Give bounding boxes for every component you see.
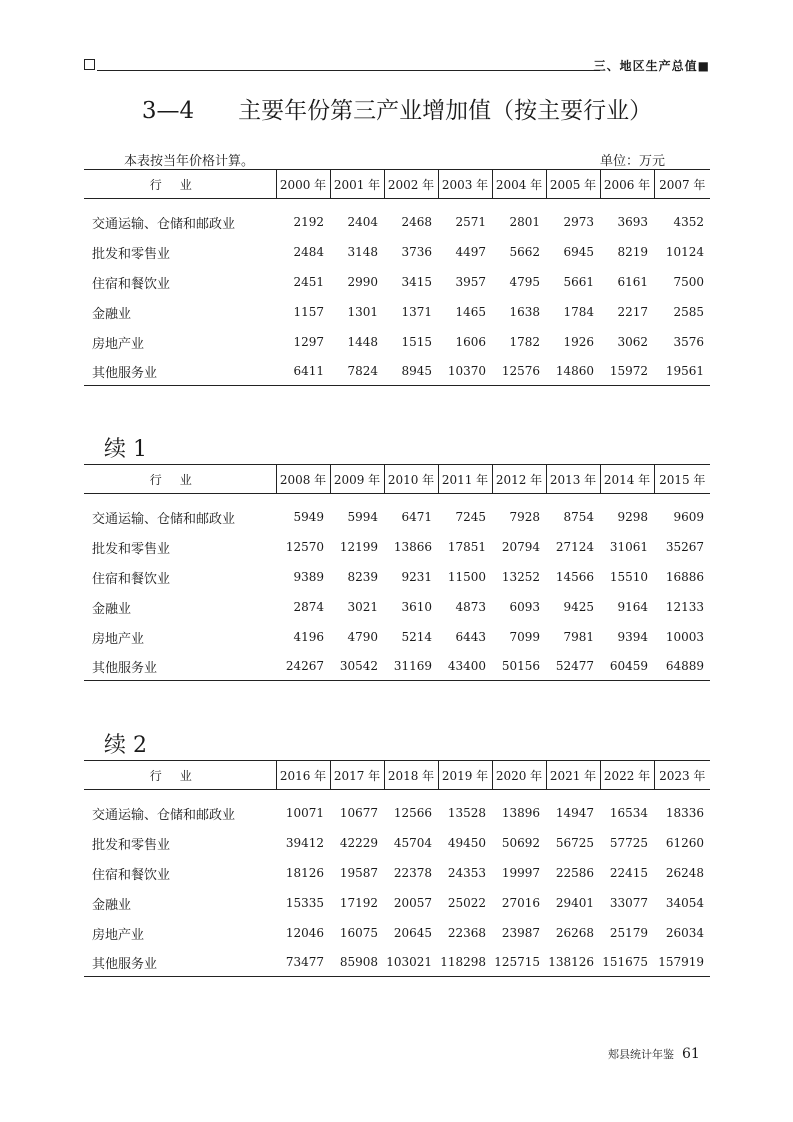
industry-name-cell: 其他服务业: [84, 357, 276, 386]
value-cell: 6161: [617, 275, 648, 289]
value-cell: 61260: [665, 836, 704, 850]
table-row: [84, 532, 710, 562]
value-cell: 19997: [501, 866, 540, 880]
value-cell: 50156: [492, 652, 546, 681]
column-header-industry: 行业: [84, 170, 276, 199]
value-cell: 35267: [665, 540, 704, 554]
data-table-1: [84, 169, 710, 386]
running-header: [84, 56, 710, 74]
value-cell: 13896: [501, 806, 540, 820]
value-cell: 19561: [654, 357, 710, 386]
industry-name-cell: 金融业: [92, 601, 132, 617]
value-cell: 9609: [673, 510, 704, 524]
data-table-2: [84, 464, 710, 681]
column-header-year: 2007 年: [654, 170, 710, 199]
value-cell: 27124: [555, 540, 594, 554]
value-cell: 2990: [347, 275, 378, 289]
continuation-label-1: 续 1: [104, 437, 147, 462]
value-cell: 60459: [600, 652, 654, 681]
value-cell: 17851: [447, 540, 486, 554]
value-cell: 1371: [401, 305, 432, 319]
column-header-year: 2010 年: [384, 465, 438, 494]
value-cell: 17192: [339, 896, 378, 910]
value-cell: 5661: [563, 275, 594, 289]
table-row: [84, 790, 710, 829]
industry-name-cell: 其他服务业: [84, 948, 276, 977]
page-number: 61: [682, 1046, 700, 1062]
value-cell: 2484: [293, 245, 324, 259]
value-cell: 7981: [563, 630, 594, 644]
industry-name-cell: 房地产业: [92, 336, 145, 352]
value-cell: 43400: [438, 652, 492, 681]
header-row: [84, 465, 710, 494]
table-row: [84, 297, 710, 327]
value-cell: 4352: [673, 215, 704, 229]
value-cell: 8239: [347, 570, 378, 584]
value-cell: 49450: [447, 836, 486, 850]
value-cell: 9164: [617, 600, 648, 614]
column-header-year: 2003 年: [438, 170, 492, 199]
industry-name-cell: 交通运输、仓储和邮政业: [92, 511, 236, 527]
value-cell: 2801: [509, 215, 540, 229]
page-footer: [608, 1046, 700, 1062]
value-cell: 33077: [609, 896, 648, 910]
unit-label: 单位：万元: [600, 154, 666, 169]
value-cell: 4497: [455, 245, 486, 259]
value-cell: 13866: [393, 540, 432, 554]
table-number: 3—4: [141, 98, 195, 124]
value-cell: 14947: [555, 806, 594, 820]
value-cell: 12199: [339, 540, 378, 554]
value-cell: 22586: [555, 866, 594, 880]
value-cell: 16886: [665, 570, 704, 584]
value-cell: 15335: [285, 896, 324, 910]
value-cell: 14860: [546, 357, 600, 386]
table-row: [84, 267, 710, 297]
value-cell: 20645: [393, 926, 432, 940]
value-cell: 52477: [546, 652, 600, 681]
price-note: 本表按当年价格计算。: [124, 154, 255, 169]
value-cell: 25179: [609, 926, 648, 940]
table-row: [84, 199, 710, 238]
value-cell: 2973: [563, 215, 594, 229]
column-header-year: 2023 年: [654, 761, 710, 790]
value-cell: 3957: [455, 275, 486, 289]
column-header-year: 2006 年: [600, 170, 654, 199]
value-cell: 1301: [347, 305, 378, 319]
table-row: [84, 327, 710, 357]
column-header-year: 2002 年: [384, 170, 438, 199]
value-cell: 50692: [501, 836, 540, 850]
column-header-year: 2020 年: [492, 761, 546, 790]
value-cell: 4873: [455, 600, 486, 614]
column-header-year: 2016 年: [276, 761, 330, 790]
value-cell: 1297: [293, 335, 324, 349]
value-cell: 34054: [665, 896, 704, 910]
header-row: [84, 761, 710, 790]
industry-name-cell: 金融业: [92, 897, 132, 913]
value-cell: 3736: [401, 245, 432, 259]
table-row: [84, 357, 710, 386]
value-cell: 10003: [665, 630, 704, 644]
footer-book-title: 郏县统计年鉴: [608, 1048, 674, 1061]
industry-name-cell: 批发和零售业: [92, 837, 171, 853]
value-cell: 12570: [285, 540, 324, 554]
value-cell: 16534: [609, 806, 648, 820]
value-cell: 13528: [447, 806, 486, 820]
column-header-year: 2022 年: [600, 761, 654, 790]
value-cell: 64889: [654, 652, 710, 681]
value-cell: 9298: [617, 510, 648, 524]
column-header-year: 2018 年: [384, 761, 438, 790]
value-cell: 2585: [673, 305, 704, 319]
table-row: [84, 888, 710, 918]
industry-name-cell: 住宿和餐饮业: [92, 276, 171, 292]
value-cell: 22378: [393, 866, 432, 880]
value-cell: 42229: [339, 836, 378, 850]
value-cell: 16075: [339, 926, 378, 940]
column-header-year: 2014 年: [600, 465, 654, 494]
column-header-year: 2004 年: [492, 170, 546, 199]
value-cell: 9389: [293, 570, 324, 584]
value-cell: 31061: [609, 540, 648, 554]
value-cell: 6471: [401, 510, 432, 524]
value-cell: 118298: [438, 948, 492, 977]
header-section-label: 三、地区生产总值■: [593, 59, 710, 73]
value-cell: 12133: [665, 600, 704, 614]
value-cell: 29401: [555, 896, 594, 910]
value-cell: 13252: [501, 570, 540, 584]
value-cell: 9425: [563, 600, 594, 614]
value-cell: 18126: [285, 866, 324, 880]
value-cell: 10370: [438, 357, 492, 386]
table-row: [84, 918, 710, 948]
value-cell: 2874: [293, 600, 324, 614]
value-cell: 3610: [401, 600, 432, 614]
column-header-year: 2011 年: [438, 465, 492, 494]
column-header-industry: 行业: [84, 761, 276, 790]
value-cell: 39412: [285, 836, 324, 850]
value-cell: 1448: [347, 335, 378, 349]
industry-name-cell: 房地产业: [92, 927, 145, 943]
value-cell: 10677: [339, 806, 378, 820]
value-cell: 12576: [492, 357, 546, 386]
value-cell: 85908: [330, 948, 384, 977]
value-cell: 12566: [393, 806, 432, 820]
table-row: [84, 828, 710, 858]
value-cell: 6443: [455, 630, 486, 644]
value-cell: 1926: [563, 335, 594, 349]
value-cell: 10124: [665, 245, 704, 259]
column-header-industry: 行业: [84, 465, 276, 494]
industry-name-cell: 金融业: [92, 306, 132, 322]
industry-name-cell: 批发和零售业: [92, 541, 171, 557]
value-cell: 5662: [509, 245, 540, 259]
value-cell: 26034: [665, 926, 704, 940]
value-cell: 15510: [609, 570, 648, 584]
column-header-year: 2021 年: [546, 761, 600, 790]
column-header-year: 2008 年: [276, 465, 330, 494]
value-cell: 6945: [563, 245, 594, 259]
column-header-year: 2013 年: [546, 465, 600, 494]
value-cell: 3062: [617, 335, 648, 349]
data-table-3: [84, 760, 710, 977]
value-cell: 20057: [393, 896, 432, 910]
column-header-year: 2001 年: [330, 170, 384, 199]
value-cell: 56725: [555, 836, 594, 850]
table-title: 主要年份第三产业增加值（按主要行业）: [238, 98, 653, 124]
industry-name-cell: 其他服务业: [84, 652, 276, 681]
column-header-year: 2012 年: [492, 465, 546, 494]
value-cell: 9231: [401, 570, 432, 584]
value-cell: 3021: [347, 600, 378, 614]
industry-name-cell: 交通运输、仓储和邮政业: [92, 216, 236, 232]
value-cell: 4795: [509, 275, 540, 289]
column-header-year: 2000 年: [276, 170, 330, 199]
value-cell: 1638: [509, 305, 540, 319]
value-cell: 12046: [285, 926, 324, 940]
table-row: [84, 622, 710, 652]
column-header-year: 2005 年: [546, 170, 600, 199]
value-cell: 22368: [447, 926, 486, 940]
industry-name-cell: 交通运输、仓储和邮政业: [92, 807, 236, 823]
value-cell: 24267: [276, 652, 330, 681]
column-header-year: 2015 年: [654, 465, 710, 494]
value-cell: 1782: [509, 335, 540, 349]
table-row: [84, 652, 710, 681]
value-cell: 3415: [401, 275, 432, 289]
header-box-mark: [84, 59, 95, 70]
value-cell: 3148: [347, 245, 378, 259]
value-cell: 9394: [617, 630, 648, 644]
value-cell: 6411: [276, 357, 330, 386]
value-cell: 24353: [447, 866, 486, 880]
table-row: [84, 592, 710, 622]
value-cell: 1157: [293, 305, 324, 319]
value-cell: 7500: [673, 275, 704, 289]
header-row: [84, 170, 710, 199]
value-cell: 3576: [673, 335, 704, 349]
value-cell: 19587: [339, 866, 378, 880]
table-row: [84, 494, 710, 533]
column-header-year: 2017 年: [330, 761, 384, 790]
value-cell: 1606: [455, 335, 486, 349]
value-cell: 103021: [384, 948, 438, 977]
value-cell: 26248: [665, 866, 704, 880]
value-cell: 20794: [501, 540, 540, 554]
value-cell: 1784: [563, 305, 594, 319]
value-cell: 138126: [546, 948, 600, 977]
value-cell: 11500: [447, 570, 486, 584]
value-cell: 2451: [293, 275, 324, 289]
value-cell: 8945: [384, 357, 438, 386]
value-cell: 26268: [555, 926, 594, 940]
value-cell: 27016: [501, 896, 540, 910]
value-cell: 7099: [509, 630, 540, 644]
industry-name-cell: 住宿和餐饮业: [92, 867, 171, 883]
value-cell: 18336: [665, 806, 704, 820]
value-cell: 2468: [401, 215, 432, 229]
value-cell: 1515: [401, 335, 432, 349]
table-row: [84, 858, 710, 888]
value-cell: 8754: [563, 510, 594, 524]
industry-name-cell: 住宿和餐饮业: [92, 571, 171, 587]
value-cell: 15972: [600, 357, 654, 386]
value-cell: 22415: [609, 866, 648, 880]
page-title: [84, 92, 710, 125]
column-header-year: 2009 年: [330, 465, 384, 494]
value-cell: 5994: [347, 510, 378, 524]
industry-name-cell: 批发和零售业: [92, 246, 171, 262]
table-row: [84, 237, 710, 267]
value-cell: 8219: [617, 245, 648, 259]
value-cell: 5949: [293, 510, 324, 524]
value-cell: 2192: [293, 215, 324, 229]
table-row: [84, 562, 710, 592]
value-cell: 4790: [347, 630, 378, 644]
value-cell: 10071: [285, 806, 324, 820]
value-cell: 1465: [455, 305, 486, 319]
value-cell: 30542: [330, 652, 384, 681]
value-cell: 3693: [617, 215, 648, 229]
continuation-label-2: 续 2: [104, 733, 147, 758]
value-cell: 7245: [455, 510, 486, 524]
value-cell: 151675: [600, 948, 654, 977]
value-cell: 6093: [509, 600, 540, 614]
value-cell: 14566: [555, 570, 594, 584]
value-cell: 25022: [447, 896, 486, 910]
column-header-year: 2019 年: [438, 761, 492, 790]
value-cell: 4196: [293, 630, 324, 644]
value-cell: 5214: [401, 630, 432, 644]
value-cell: 31169: [384, 652, 438, 681]
header-rule: [97, 70, 600, 71]
value-cell: 7824: [330, 357, 384, 386]
table-row: [84, 948, 710, 977]
value-cell: 2571: [455, 215, 486, 229]
value-cell: 45704: [393, 836, 432, 850]
value-cell: 57725: [609, 836, 648, 850]
value-cell: 2404: [347, 215, 378, 229]
value-cell: 157919: [654, 948, 710, 977]
value-cell: 7928: [509, 510, 540, 524]
value-cell: 2217: [617, 305, 648, 319]
value-cell: 73477: [276, 948, 330, 977]
industry-name-cell: 房地产业: [92, 631, 145, 647]
value-cell: 23987: [501, 926, 540, 940]
value-cell: 125715: [492, 948, 546, 977]
